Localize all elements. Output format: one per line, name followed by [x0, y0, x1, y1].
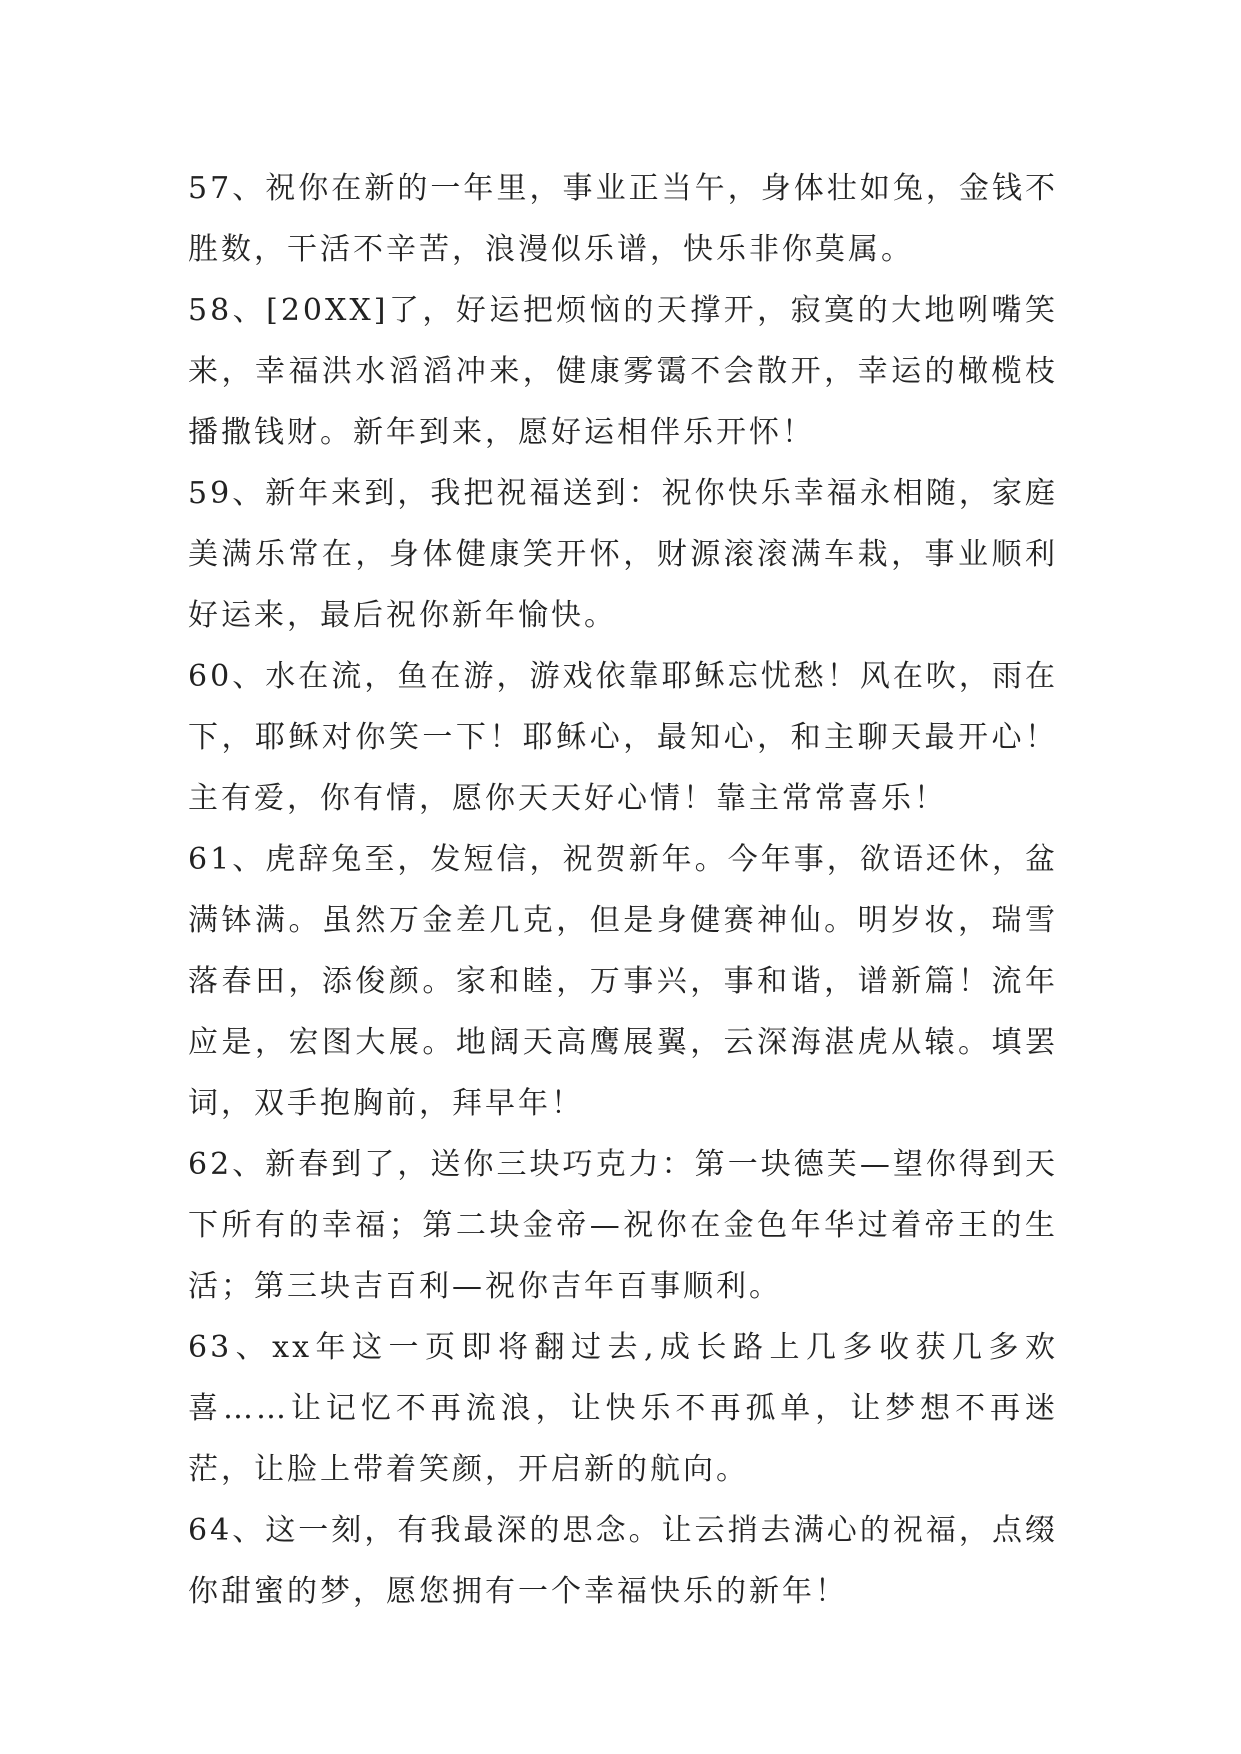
paragraph-61: 61、虎辞兔至，发短信，祝贺新年。今年事，欲语还休，盆满钵满。虽然万金差几克，但是身健赛神仙。明岁妆，瑞雪落春田，添俊颜。家和睦，万事兴，事和谐，谱新篇！流年应是，宏图大展。地阔天高鹰展翼，云深海湛虎从辕。填罢词，双手抱胸前，拜早年！	[188, 842, 1058, 1121]
paragraph-57: 57、祝你在新的一年里，事业正当午，身体壮如兔，金钱不胜数，干活不辛苦，浪漫似乐谱，快乐非你莫属。	[188, 171, 1058, 267]
paragraph-60: 60、水在流，鱼在游，游戏依靠耶稣忘忧愁！风在吹，雨在下，耶稣对你笑一下！耶稣心，最知心，和主聊天最开心！主有爱，你有情，愿你天天好心情！靠主常常喜乐！	[188, 659, 1058, 816]
paragraph-58: 58、[20XX]了，好运把烦恼的天撑开，寂寞的大地咧嘴笑来，幸福洪水滔滔冲来，健康雾霭不会散开，幸运的橄榄枝播撒钱财。新年到来，愿好运相伴乐开怀！	[188, 293, 1058, 450]
paragraph-64: 64、这一刻，有我最深的思念。让云捎去满心的祝福，点缀你甜蜜的梦，愿您拥有一个幸福快乐的新年！	[188, 1513, 1058, 1609]
paragraph-59: 59、新年来到，我把祝福送到：祝你快乐幸福永相随，家庭美满乐常在，身体健康笑开怀，财源滚滚满车栽，事业顺利好运来，最后祝你新年愉快。	[188, 476, 1058, 633]
paragraph-62: 62、新春到了，送你三块巧克力：第一块德芙—望你得到天下所有的幸福；第二块金帝—祝你在金色年华过着帝王的生活；第三块吉百利—祝你吉年百事顺利。	[188, 1147, 1058, 1304]
paragraph-63: 63、xx年这一页即将翻过去,成长路上几多收获几多欢喜……让记忆不再流浪，让快乐不再孤单，让梦想不再迷茫，让脸上带着笑颜，开启新的航向。	[188, 1330, 1058, 1487]
document-body	[188, 158, 1058, 1622]
